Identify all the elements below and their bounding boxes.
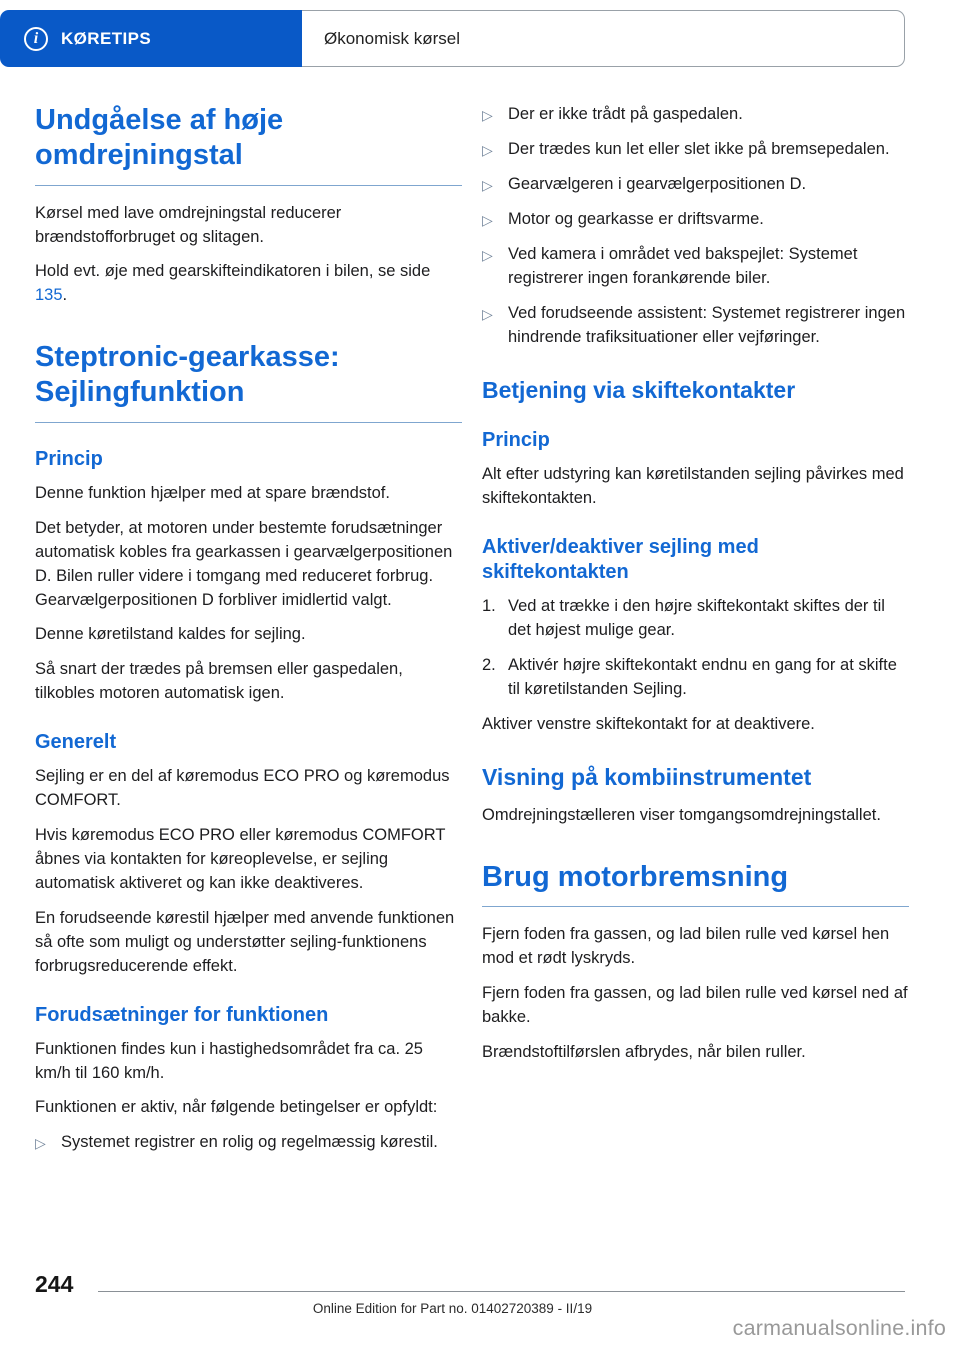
paragraph-text: . <box>62 286 68 305</box>
paragraph: Alt efter udstyring kan køretilstanden sejling påvirkes med skiftekontakten. <box>482 465 904 508</box>
section-heading: Undgåelse af høje omdrejningstal <box>35 103 462 186</box>
list-item-text: Systemet registrer en rolig og regelmæssig kørestil. <box>61 1133 438 1152</box>
step-text: Aktivér højre skiftekontakt endnu en gang for at skifte til køretilstanden Sejling. <box>508 656 897 699</box>
list-item-text: Ved forudseende assistent: Systemet registrerer ingen hindrende trafiksituationer eller vejføringer. <box>508 303 906 346</box>
page-link-135[interactable]: 135 <box>35 286 63 305</box>
triangle-bullet-icon: ▷ <box>482 177 493 193</box>
watermark: carmanualsonline.info <box>732 1316 946 1340</box>
paragraph: En forudseende kørestil hjælper med anvende funktionen så ofte som muligt og understøtter sejling-funktionens forbrugsreducerende effekt. <box>35 908 455 975</box>
paragraph-with-link <box>35 260 462 308</box>
paragraph-text: Hold evt. øje med gearskifteindikatoren i bilen, se side <box>35 262 431 281</box>
right-column <box>482 103 909 1166</box>
paragraph: Aktiver venstre skiftekontakt for at deaktivere. <box>482 714 815 733</box>
paragraph: Funktionen er aktiv, når følgende betingelser er opfyldt: <box>35 1098 438 1117</box>
list-item <box>482 208 909 232</box>
paragraph: Kørsel med lave omdrejningstal reducerer brændstofforbruget og slitagen. <box>35 203 342 246</box>
sub-heading: Generelt <box>35 731 117 754</box>
paragraph: Fjern foden fra gassen, og lad bilen rulle ved kørsel hen mod et rødt lyskryds. <box>482 925 890 968</box>
list-item <box>35 1131 462 1155</box>
list-item <box>482 173 909 197</box>
triangle-bullet-icon: ▷ <box>482 142 493 158</box>
paragraph: Sejling er en del af køremodus ECO PRO og køremodus COMFORT. <box>35 767 450 810</box>
triangle-bullet-icon: ▷ <box>482 247 493 263</box>
paragraph: Fjern foden fra gassen, og lad bilen rulle ved kørsel ned af bakke. <box>482 984 908 1027</box>
list-item-text: Der trædes kun let eller slet ikke på bremsepedalen. <box>508 140 890 158</box>
page-header <box>0 10 905 67</box>
edition-note: Online Edition for Part no. 01402720389 - II/19 <box>312 1301 593 1316</box>
badge-label: KØRETIPS <box>61 28 152 48</box>
triangle-bullet-icon: ▷ <box>482 107 493 123</box>
sub-heading: Forudsætninger for funktionen <box>35 1003 329 1026</box>
list-item <box>482 243 909 291</box>
list-item <box>482 302 909 350</box>
chapter-title: Økonomisk kørsel <box>324 28 461 48</box>
list-item-text: Ved kamera i området ved bakspejlet: Systemet registrerer ingen forankørende biler. <box>508 245 858 287</box>
list-item <box>482 138 909 162</box>
step-number: 1. <box>482 597 496 616</box>
sub-heading: Princip <box>35 447 103 470</box>
step-text: Ved at trække i den højre skiftekontakt skiftes der til det højest mulige gear. <box>508 597 885 640</box>
list-item <box>482 103 909 127</box>
step-number: 2. <box>482 656 496 675</box>
section-heading: Steptronic-gearkasse: Sejlingfunktion <box>35 340 462 423</box>
paragraph: Det betyder, at motoren under bestemte forudsætninger automatisk kobles fra gearkassen i gearvælgerpositionen D. Bilen ruller videre i tomgang med reduceret forbrug. Gearvælgerpositionen D forbliver imidlertid valgt. <box>35 518 453 609</box>
paragraph: Brændstoftilførslen afbrydes, når bilen ruller. <box>482 1043 806 1062</box>
koretips-badge <box>0 10 302 67</box>
chapter-title-box <box>302 10 905 67</box>
paragraph: Denne funktion hjælper med at spare brændstof. <box>35 483 390 502</box>
content-columns <box>35 103 909 1166</box>
triangle-bullet-icon: ▷ <box>482 212 493 228</box>
paragraph: Denne køretilstand kaldes for sejling. <box>35 625 306 644</box>
sub-heading: Princip <box>482 429 550 452</box>
info-icon: i <box>24 27 48 51</box>
triangle-bullet-icon: ▷ <box>35 1135 46 1152</box>
list-item-text: Gearvælgeren i gearvælgerpositionen D. <box>508 175 807 193</box>
numbered-list-item <box>482 654 909 702</box>
list-item-text: Motor og gearkasse er driftsvarme. <box>508 210 764 228</box>
left-column <box>35 103 462 1166</box>
paragraph: Hvis køremodus ECO PRO eller køremodus COMFORT åbnes via kontakten for køreoplevelse, er sejling automatisk aktiveret og kan ikke deaktiveres. <box>35 826 446 892</box>
paragraph: Så snart der trædes på bremsen eller gaspedalen, tilkobles motoren automatisk igen. <box>35 660 403 703</box>
paragraph: Omdrejningstælleren viser tomgangsomdrejningstallet. <box>482 805 881 824</box>
footer-divider <box>98 1291 905 1292</box>
section-heading: Brug motorbremsning <box>482 860 909 908</box>
section-heading: Visning på kombiinstrumentet <box>482 763 812 790</box>
numbered-list-item <box>482 595 909 643</box>
section-heading: Betjening via skiftekontakter <box>482 376 796 403</box>
triangle-bullet-icon: ▷ <box>482 305 493 322</box>
sub-heading: Aktiver/deaktiver sejling med skiftekontakten <box>482 536 759 584</box>
page-number: 244 <box>35 1271 74 1297</box>
paragraph: Funktionen findes kun i hastighedsområdet fra ca. 25 km/h til 160 km/h. <box>35 1039 423 1082</box>
list-item-text: Der er ikke trådt på gaspedalen. <box>508 105 743 123</box>
